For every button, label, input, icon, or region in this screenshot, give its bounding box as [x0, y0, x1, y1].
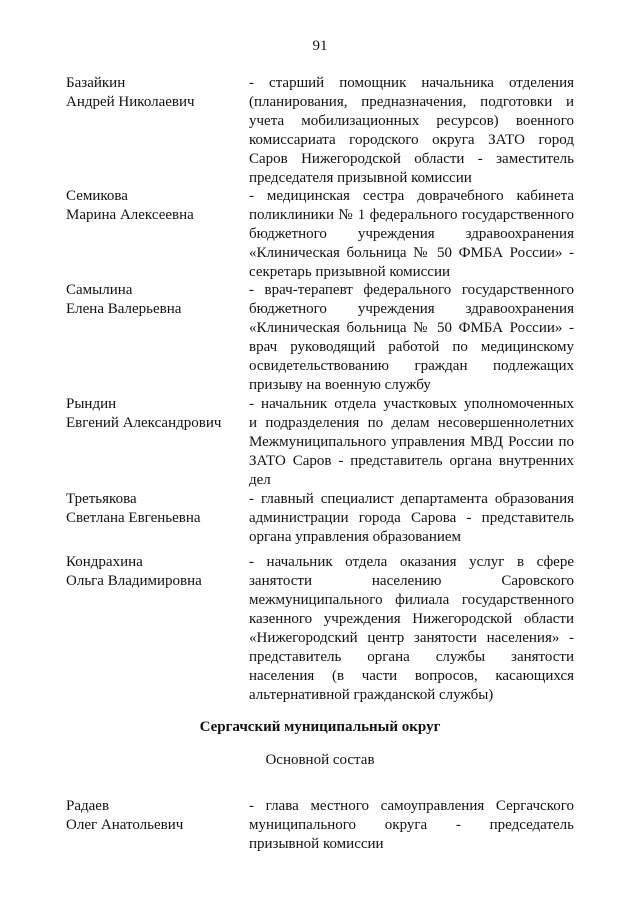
- role-line: - главный специалист департамента образования: [249, 491, 574, 507]
- member-role: [249, 490, 574, 547]
- role-line: населения (в части вопросов, касающихся: [249, 668, 574, 684]
- role-line: «Клиническая больница № 50 ФМБА России» -: [249, 245, 574, 261]
- role-line: дел: [249, 472, 271, 488]
- member-role: [249, 281, 574, 395]
- member-surname: Семикова: [66, 188, 128, 204]
- member-surname: Базайкин: [66, 75, 126, 91]
- role-line: - глава местного самоуправления Сергачского: [249, 798, 574, 814]
- role-line: секретарь призывной комиссии: [249, 264, 451, 280]
- role-line: призывной комиссии: [249, 836, 384, 852]
- role-line: - врач-терапевт федерального государственного: [249, 282, 574, 298]
- member-name: [66, 187, 246, 225]
- role-line: представитель органа службы занятости: [249, 649, 574, 665]
- role-line: и подразделения по делам несовершеннолетних: [249, 415, 574, 431]
- section-title: Сергачский муниципальный округ: [199, 719, 441, 735]
- member-surname: Кондрахина: [66, 554, 143, 570]
- role-line: «Нижегородский центр занятости населения» -: [249, 630, 574, 646]
- role-line: Саров Нижегородской области - заместитель: [249, 151, 574, 167]
- role-line: - медицинская сестра доврачебного кабинета: [249, 188, 574, 204]
- member-surname: Третьякова: [66, 491, 137, 507]
- member-name: [66, 74, 246, 112]
- member-name: [66, 395, 246, 433]
- role-line: бюджетного учреждения здравоохранения: [249, 226, 574, 242]
- role-line: межмуниципального филиала государственного: [249, 592, 574, 608]
- role-line: комиссариата городского округа ЗАТО город: [249, 132, 574, 148]
- role-line: «Клиническая больница № 50 ФМБА России» -: [249, 320, 574, 336]
- member-role: [249, 74, 574, 188]
- role-line: - начальник отдела оказания услуг в сфере: [249, 554, 574, 570]
- page-number: 91: [312, 38, 328, 54]
- member-given-names: Олег Анатольевич: [66, 817, 184, 833]
- role-line: председателя призывной комиссии: [249, 170, 472, 186]
- member-given-names: Марина Алексеевна: [66, 207, 194, 223]
- member-given-names: Светлана Евгеньевна: [66, 510, 201, 526]
- role-line: альтернативной гражданской службы): [249, 687, 494, 703]
- role-line: освидетельствованию граждан подлежащих: [249, 358, 574, 374]
- member-name: [66, 797, 246, 835]
- role-line: - начальник отдела участковых уполномоченных: [249, 396, 574, 412]
- role-line: учета мобилизационных ресурсов) военного: [249, 113, 574, 129]
- member-role: [249, 797, 574, 854]
- role-line: ЗАТО Саров - представитель органа внутренних: [249, 453, 574, 469]
- role-line: администрации города Сарова - представитель: [249, 510, 574, 526]
- member-role: [249, 187, 574, 282]
- role-line: - старший помощник начальника отделения: [249, 75, 574, 91]
- member-name: [66, 490, 246, 528]
- section-subtitle: Основной состав: [265, 752, 375, 768]
- role-line: бюджетного учреждения здравоохранения: [249, 301, 574, 317]
- role-line: Межмуниципального управления МВД России по: [249, 434, 574, 450]
- role-line: казенного учреждения Нижегородской области: [249, 611, 574, 627]
- member-name: [66, 281, 246, 319]
- role-line: врач руководящий работой по медицинскому: [249, 339, 574, 355]
- member-role: [249, 553, 574, 705]
- member-given-names: Андрей Николаевич: [66, 94, 195, 110]
- member-given-names: Елена Валерьевна: [66, 301, 182, 317]
- member-surname: Радаев: [66, 798, 110, 814]
- role-line: органа управления образованием: [249, 529, 462, 545]
- member-given-names: Евгений Александрович: [66, 415, 222, 431]
- role-line: поликлиники № 1 федерального государственного: [249, 207, 574, 223]
- role-line: призыву на военную службу: [249, 377, 431, 393]
- member-surname: Самылина: [66, 282, 133, 298]
- role-line: муниципального округа - председатель: [249, 817, 574, 833]
- member-given-names: Ольга Владимировна: [66, 573, 202, 589]
- member-name: [66, 553, 246, 591]
- role-line: занятости населению Саровского: [249, 573, 574, 589]
- member-surname: Рындин: [66, 396, 117, 412]
- member-role: [249, 395, 574, 490]
- role-line: (планирования, предназначения, подготовки и: [249, 94, 574, 110]
